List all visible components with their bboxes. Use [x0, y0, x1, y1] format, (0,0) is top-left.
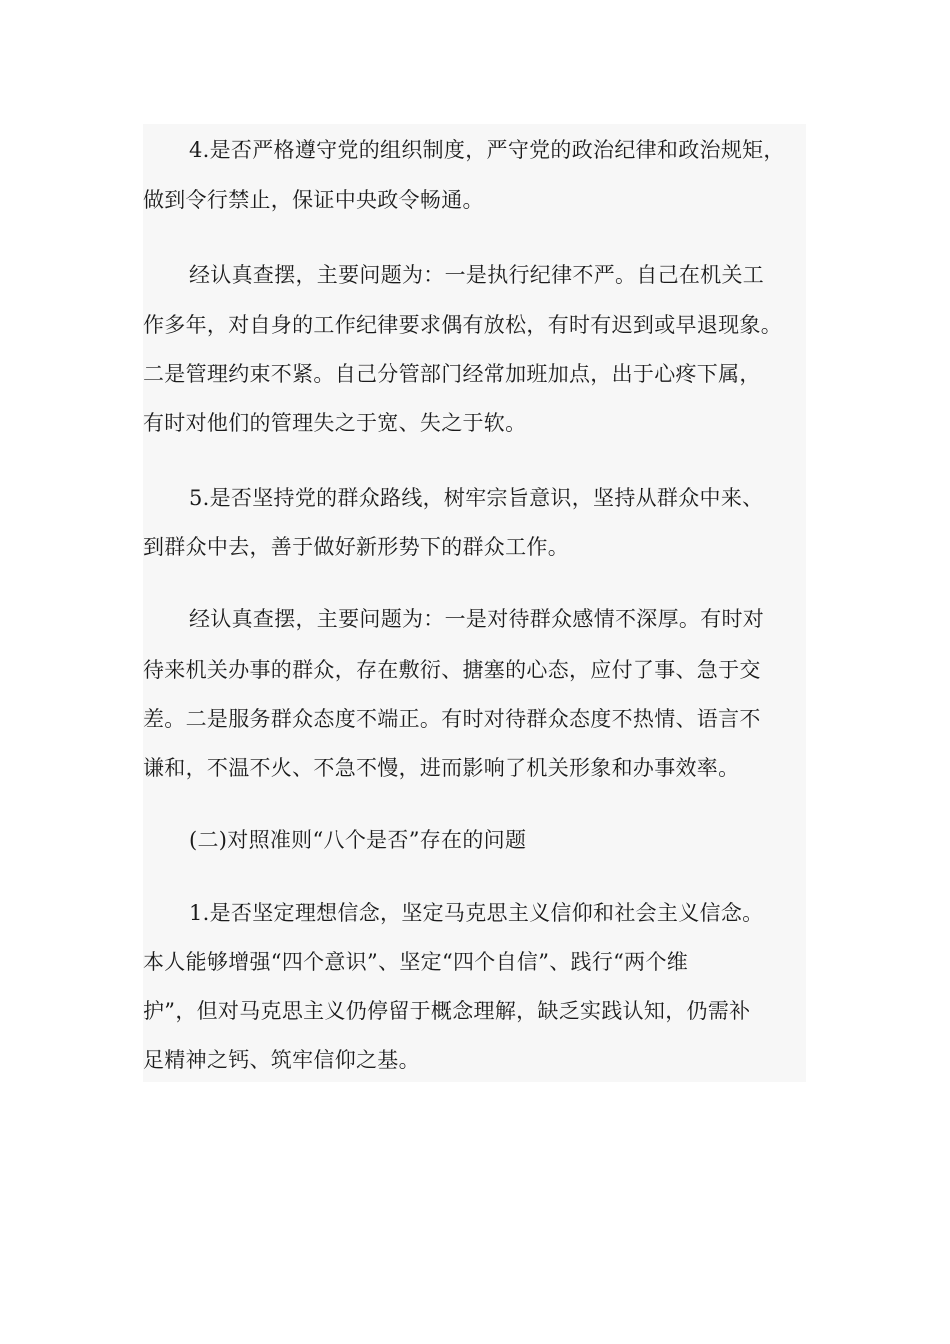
paragraph-line: 待来机关办事的群众，存在敷衍、搪塞的心态，应付了事、急于交 — [143, 658, 761, 682]
paragraph-line: 作多年，对自身的工作纪律要求偶有放松，有时有迟到或早退现象。 — [143, 313, 782, 337]
paragraph-line: 差。二是服务群众态度不端正。有时对待群众态度不热情、语言不 — [143, 707, 761, 731]
paragraph-line: 5.是否坚持党的群众路线，树牢宗旨意识，坚持从群众中来、 — [189, 486, 764, 510]
paragraph-line: 做到令行禁止，保证中央政令畅通。 — [143, 188, 484, 212]
paragraph-line: 二是管理约束不紧。自己分管部门经常加班加点，出于心疼下属， — [143, 362, 761, 386]
paragraph-line: 足精神之钙、筑牢信仰之基。 — [143, 1048, 420, 1072]
paragraph-line: 经认真查摆，主要问题为：一是执行纪律不严。自己在机关工 — [189, 263, 765, 287]
paragraph-line: 到群众中去，善于做好新形势下的群众工作。 — [143, 535, 569, 559]
paragraph-line: 护”，但对马克思主义仍停留于概念理解，缺乏实践认知，仍需补 — [143, 999, 751, 1023]
paragraph-line: 谦和，不温不火、不急不慢，进而影响了机关形象和办事效率。 — [143, 756, 740, 780]
paragraph-line: 有时对他们的管理失之于宽、失之于软。 — [143, 411, 527, 435]
paragraph-line: 经认真查摆，主要问题为：一是对待群众感情不深厚。有时对 — [189, 607, 765, 631]
section-heading: (二)对照准则“八个是否”存在的问题 — [189, 828, 527, 852]
paragraph-line: 4.是否严格遵守党的组织制度，严守党的政治纪律和政治规矩， — [189, 138, 785, 162]
paragraph-line: 1.是否坚定理想信念，坚定马克思主义信仰和社会主义信念。 — [189, 901, 764, 925]
paragraph-line: 本人能够增强“四个意识”、坚定“四个自信”、践行“两个维 — [143, 950, 689, 974]
